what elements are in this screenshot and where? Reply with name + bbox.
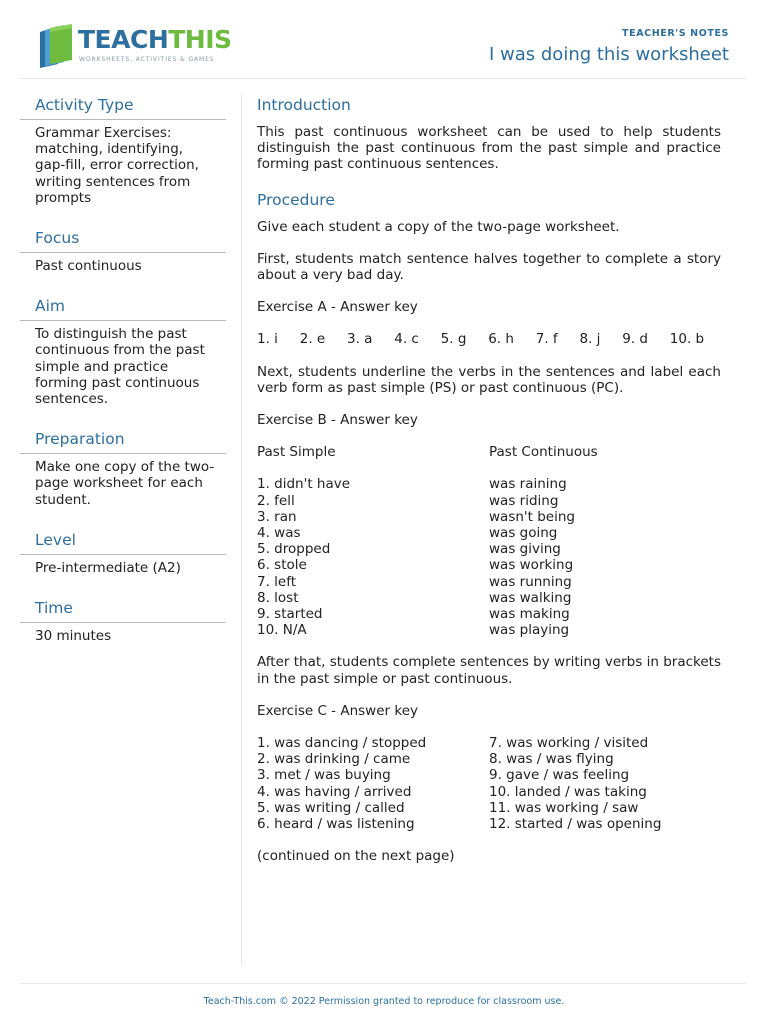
exercise-b-headings [257, 444, 721, 460]
list-item: was going [489, 525, 558, 542]
exercise-b-label: Exercise B - Answer key [257, 412, 418, 429]
list-item: was playing [489, 622, 570, 639]
answer-a: 6. h [488, 331, 514, 348]
preparation-text: Make one copy of the two-page worksheet for each student. [35, 459, 215, 508]
list-item: was riding [489, 492, 559, 509]
introduction-text: This past continuous worksheet can be used to help students distinguish the past continuous from the past simple and practice forming past continuous sentences. [257, 124, 721, 173]
activity-type-heading: Activity Type [20, 94, 226, 120]
sidebar [20, 94, 226, 665]
time-section [20, 597, 226, 644]
footer-divider [20, 983, 746, 984]
answer-a: 8. j [579, 331, 601, 348]
answer-a: 10. b [669, 331, 705, 348]
logo-wordmark: TEACHTHIS [78, 25, 232, 54]
page-header [0, 0, 768, 78]
book-icon [36, 24, 76, 68]
list-item: 7. left [257, 573, 297, 590]
introduction-heading: Introduction [257, 96, 351, 114]
list-item: 12. started / was opening [489, 816, 662, 833]
past-simple-heading: Past Simple [257, 444, 336, 461]
activity-type-text: Grammar Exercises: matching, identifying, gap-fill, error correction, writing sentences from prompts [35, 125, 199, 206]
exercise-c-label: Exercise C - Answer key [257, 702, 418, 719]
level-text: Pre-intermediate (A2) [35, 559, 181, 576]
time-heading: Time [20, 597, 226, 623]
procedure-heading: Procedure [257, 190, 335, 209]
exercise-c-column-2 [489, 735, 721, 832]
list-item: was raining [489, 476, 567, 493]
list-item: wasn't being [489, 508, 575, 525]
header-divider [20, 78, 746, 79]
exercise-b-answers [257, 476, 721, 638]
list-item: 7. was working / visited [489, 735, 649, 752]
exercise-c-column-1 [257, 735, 489, 832]
exercise-a-label: Exercise A - Answer key [257, 299, 418, 316]
list-item: was making [489, 606, 570, 623]
level-section [20, 529, 226, 576]
list-item: 9. started [257, 606, 323, 623]
logo-tagline: WORKSHEETS, ACTIVITIES & GAMES [79, 56, 215, 63]
answer-a: 1. i [257, 331, 278, 348]
procedure-step-4: After that, students complete sentences by writing verbs in brackets in the past simple or past continuous. [257, 654, 721, 687]
level-heading: Level [20, 529, 226, 555]
list-item: 4. was having / arrived [257, 783, 412, 800]
list-item: 3. met / was buying [257, 767, 391, 784]
list-item: 5. was writing / called [257, 799, 405, 816]
list-item: was walking [489, 589, 572, 606]
list-item: 9. gave / was feeling [489, 767, 630, 784]
list-item: 8. lost [257, 589, 299, 606]
list-item: 1. was dancing / stopped [257, 735, 427, 752]
focus-text: Past continuous [35, 258, 142, 275]
past-simple-list [257, 476, 489, 638]
teachers-notes-label: TEACHER'S NOTES [622, 28, 729, 39]
preparation-section [20, 428, 226, 508]
focus-section [20, 227, 226, 274]
activity-type-section [20, 94, 226, 206]
list-item: 2. was drinking / came [257, 751, 411, 768]
list-item: 5. dropped [257, 541, 331, 558]
answer-a: 2. e [299, 331, 326, 348]
list-item: was running [489, 573, 572, 590]
answer-a: 4. c [394, 331, 419, 348]
list-item: 2. fell [257, 492, 295, 509]
column-divider [241, 94, 242, 964]
list-item: 6. heard / was listening [257, 816, 415, 833]
list-item: 11. was working / saw [489, 799, 639, 816]
procedure-step-3: Next, students underline the verbs in the sentences and label each verb form as past simple (PS) or past continuous (PC). [257, 363, 721, 396]
aim-heading: Aim [20, 295, 226, 321]
list-item: 8. was / was flying [489, 751, 614, 768]
answer-a: 3. a [347, 331, 373, 348]
answer-a: 9. d [622, 331, 648, 348]
exercise-c-answers [257, 735, 721, 832]
past-continuous-list [489, 476, 721, 638]
list-item: 10. N/A [257, 622, 307, 639]
procedure-step-1: Give each student a copy of the two-page worksheet. [257, 218, 620, 235]
answer-a: 7. f [535, 331, 558, 348]
list-item: 4. was [257, 525, 301, 542]
continued-note: (continued on the next page) [257, 848, 455, 865]
list-item: was giving [489, 541, 561, 558]
procedure-step-2: First, students match sentence halves together to complete a story about a very bad day. [257, 250, 721, 284]
list-item: 6. stole [257, 557, 307, 574]
preparation-heading: Preparation [20, 428, 226, 454]
list-item: 3. ran [257, 508, 297, 525]
aim-text: To distinguish the past continuous from the past simple and practice forming past continuous sentences. [35, 326, 205, 408]
list-item: was working [489, 557, 574, 574]
page-title: I was doing this worksheet [489, 44, 729, 65]
footer-copyright: Teach-This.com © 2022 Permission granted to reproduce for classroom use. [203, 996, 565, 1007]
exercise-a-answers [257, 331, 721, 347]
list-item: 10. landed / was taking [489, 783, 647, 800]
focus-heading: Focus [20, 227, 226, 253]
past-continuous-heading: Past Continuous [489, 444, 598, 461]
answer-a: 5. g [440, 331, 467, 348]
time-text: 30 minutes [35, 628, 112, 645]
teach-this-logo[interactable] [36, 24, 236, 70]
main-content [257, 94, 721, 881]
list-item: 1. didn't have [257, 476, 351, 493]
aim-section [20, 295, 226, 407]
